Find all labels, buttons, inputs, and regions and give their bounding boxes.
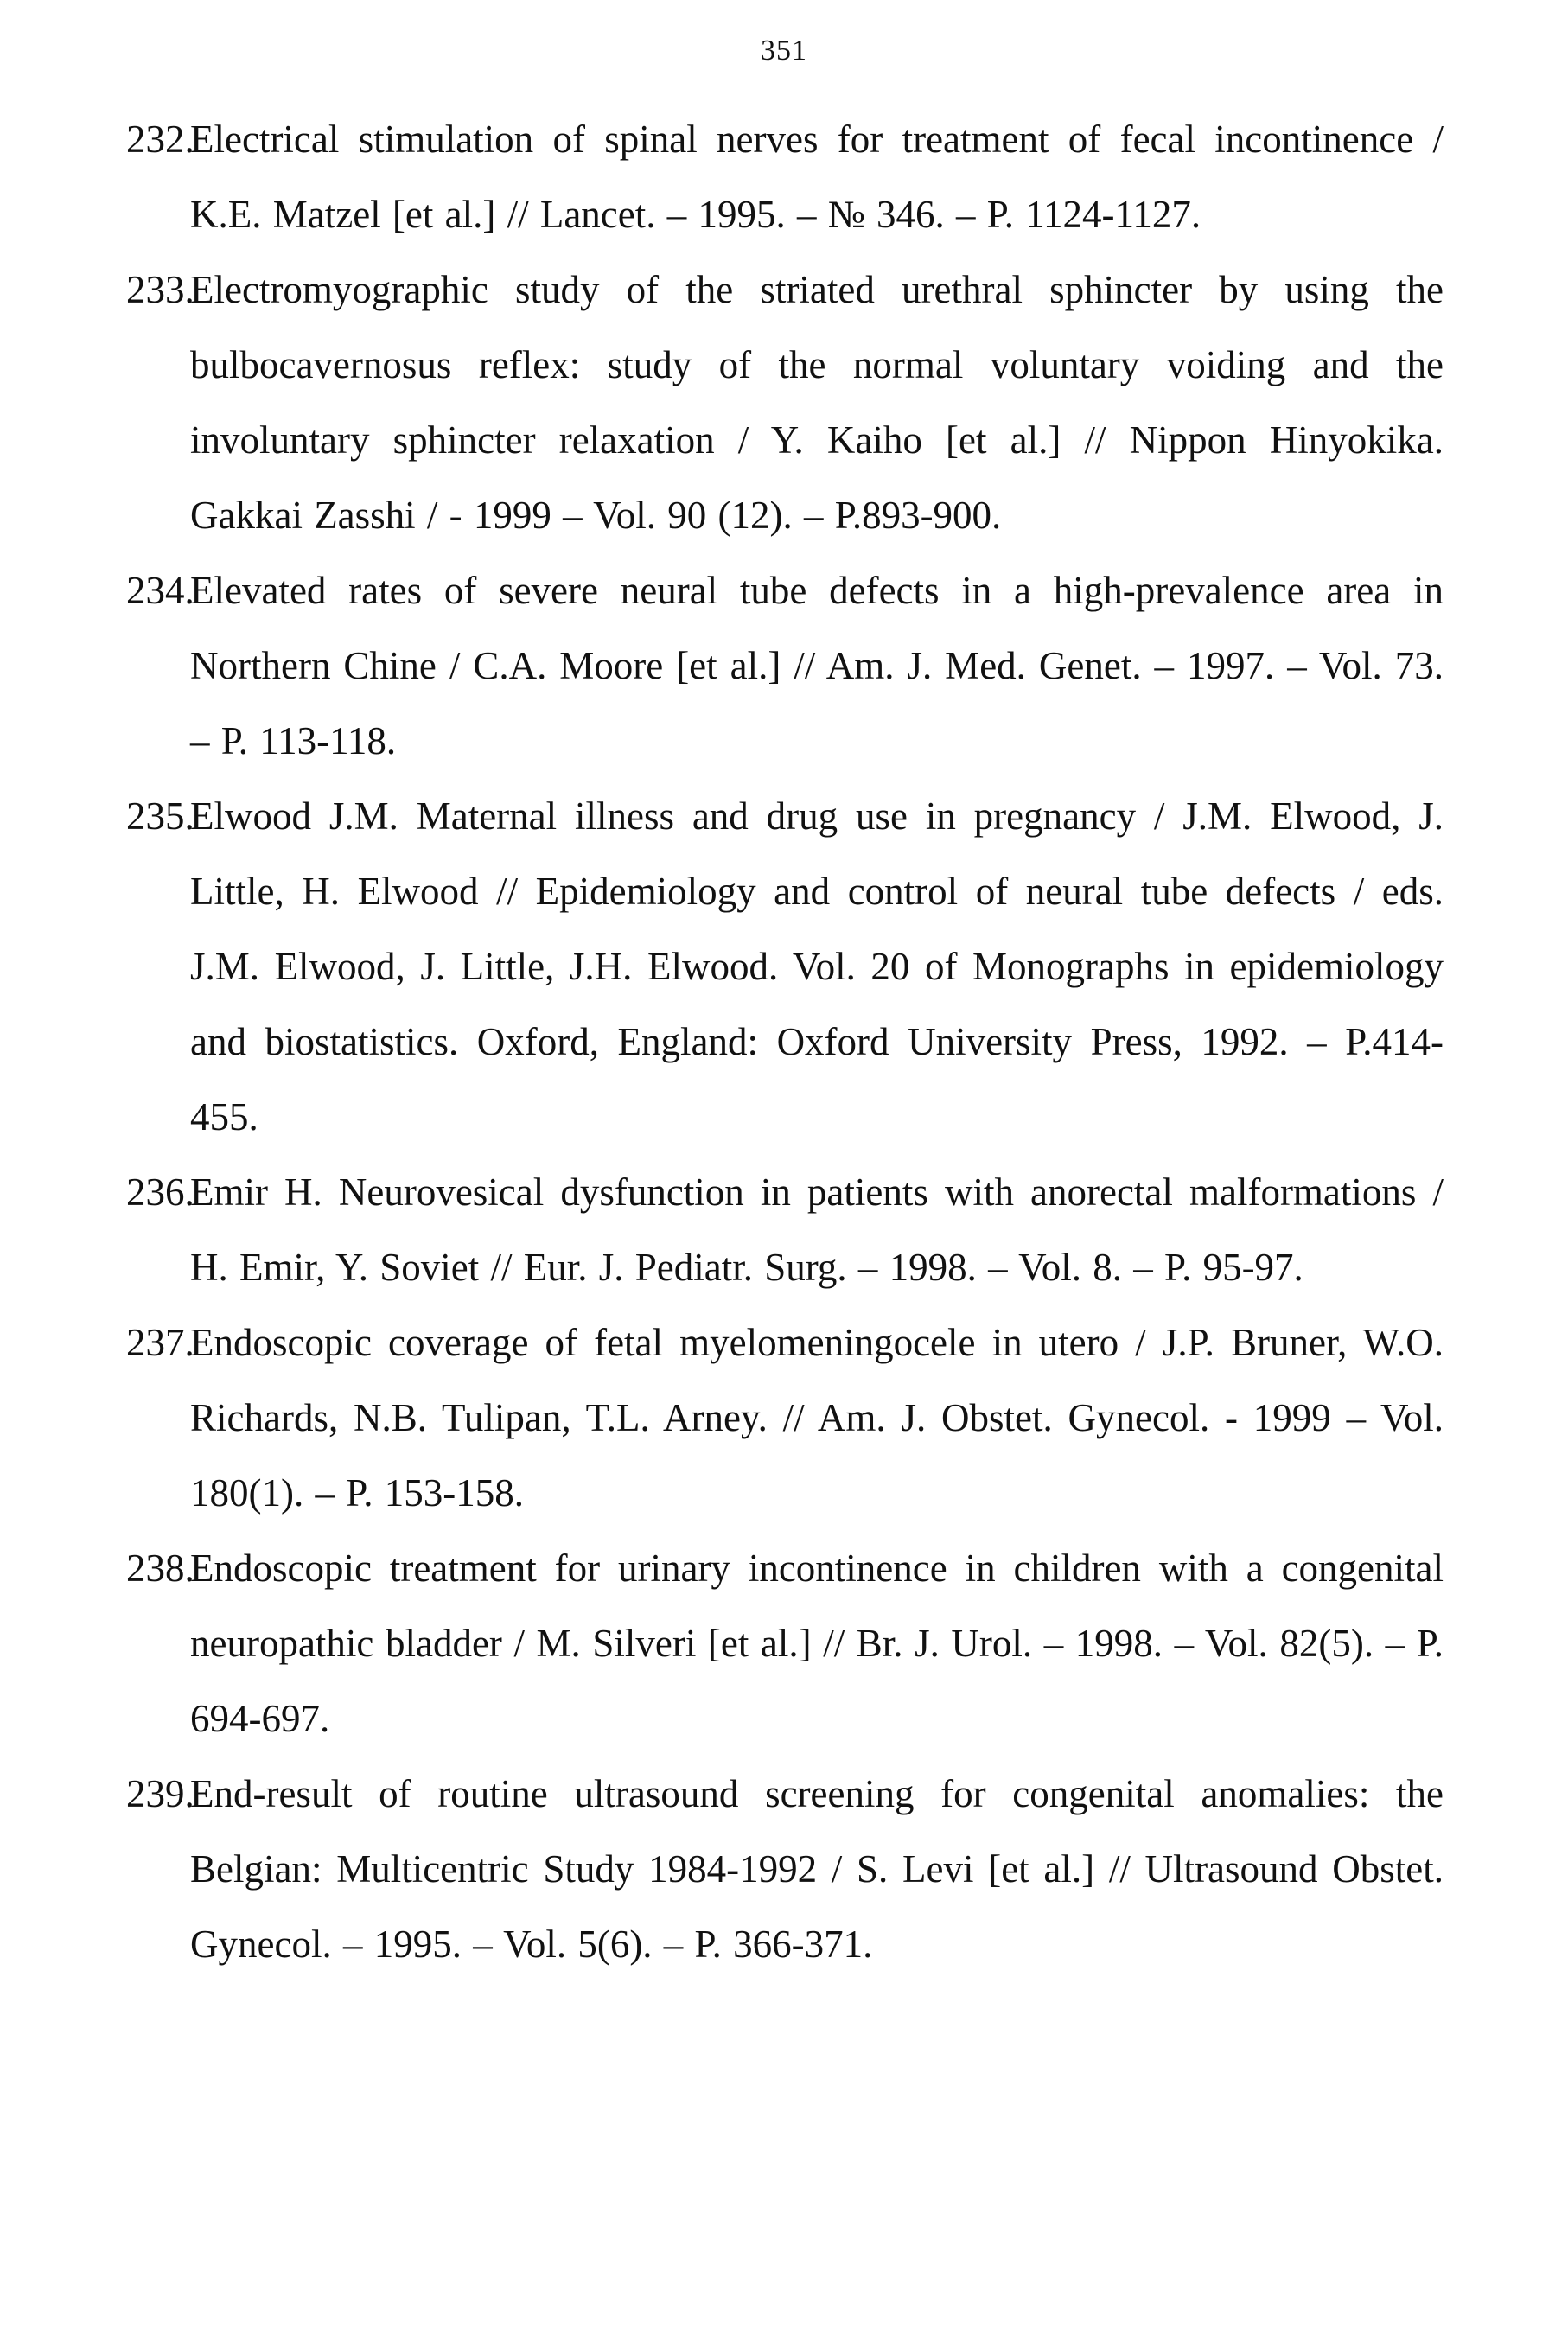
reference-list [126,102,1444,1982]
reference-item [126,1757,1444,1982]
reference-text: Electromyographic study of the striated urethral sphincter by using the bulbocavernosus reflex: study of the normal voluntary voiding and the involuntary sphincter relaxation / Y. Kaiho [et al.] // Nippon Hinyokika. Gakkai Zasshi / - 1999 – Vol. 90 (12). – P.893-900. [190,268,1444,537]
reference-text: Endoscopic treatment for urinary incontinence in children with a congenital neuropathic bladder / M. Silveri [et al.] // Br. J. Urol. – 1998. – Vol. 82(5). – P. 694-697. [190,1546,1444,1740]
reference-text: Elevated rates of severe neural tube defects in a high-prevalence area in Northern Chine / C.A. Moore [et al.] // Am. J. Med. Genet. – 1997. – Vol. 73. – P. 113-118. [190,569,1444,762]
reference-item [126,553,1444,779]
reference-text: Elwood J.M. Maternal illness and drug use in pregnancy / J.M. Elwood, J. Little, H. Elwood // Epidemiology and control of neural tube defects / eds. J.M. Elwood, J. Little, J.H. Elwood. Vol. 20 of Monographs in epidemiology and biostatistics. Oxford, England: Oxford University Press, 1992. – P.414-455. [190,794,1444,1138]
reference-item [126,779,1444,1155]
reference-text: Emir H. Neurovesical dysfunction in patients with anorectal malformations / H. Emir, Y. Soviet // Eur. J. Pediatr. Surg. – 1998. – Vol. 8. – P. 95-97. [190,1170,1444,1289]
reference-text: Electrical stimulation of spinal nerves for treatment of fecal incontinence / K.E. Matzel [et al.] // Lancet. – 1995. – № 346. – P. 1124-1127. [190,118,1444,236]
reference-item [126,252,1444,553]
reference-number: 232. [126,118,194,161]
reference-item [126,1305,1444,1531]
reference-number: 233. [126,268,194,311]
reference-number: 238. [126,1546,194,1590]
page-number: 351 [761,35,807,67]
reference-number: 234. [126,569,194,612]
reference-item [126,1531,1444,1757]
reference-item [126,102,1444,252]
reference-text: End-result of routine ultrasound screening for congenital anomalies: the Belgian: Multicentric Study 1984-1992 / S. Levi [et al.] // Ultrasound Obstet. Gynecol. – 1995. – Vol. 5(6). – P. 366-371. [190,1772,1444,1966]
reference-number: 236. [126,1170,194,1214]
reference-number: 239. [126,1772,194,1815]
reference-item [126,1155,1444,1305]
reference-text: Endoscopic coverage of fetal myelomeningocele in utero / J.P. Bruner, W.O. Richards, N.B. Tulipan, T.L. Arney. // Am. J. Obstet. Gynecol. - 1999 – Vol. 180(1). – P. 153-158. [190,1321,1444,1515]
reference-number: 237. [126,1321,194,1364]
reference-number: 235. [126,794,194,838]
